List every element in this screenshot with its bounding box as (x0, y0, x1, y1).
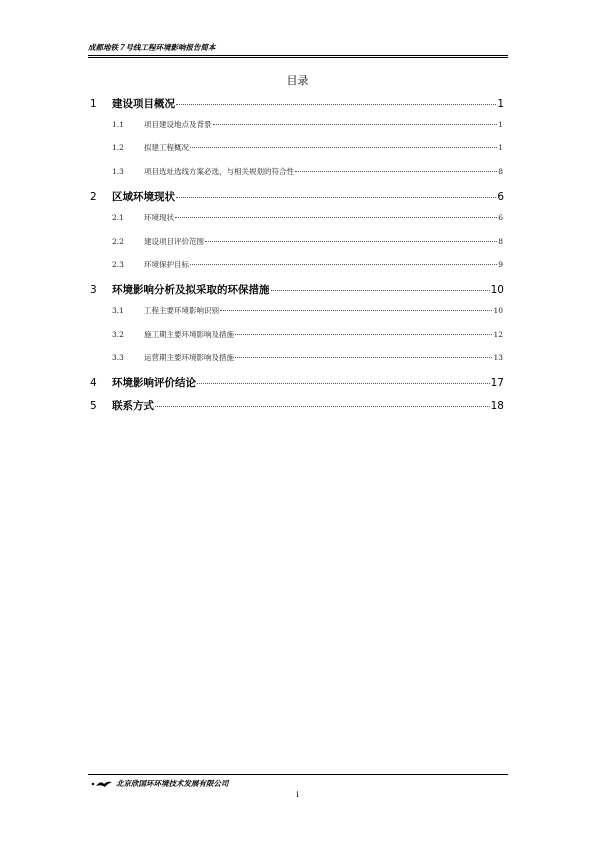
toc-entry[interactable] (90, 398, 504, 413)
toc-dot-leader (175, 216, 497, 218)
toc-entry-number: 5 (90, 400, 97, 412)
toc-entry-page: 8 (498, 167, 503, 176)
header-title: 成都地铁７号线工程环境影响报告简本 (88, 43, 216, 52)
toc-dot-leader (205, 240, 497, 242)
toc-dot-leader (176, 196, 496, 198)
toc-dot-leader (213, 123, 498, 125)
header-rule (88, 55, 508, 56)
toc-entry-number: 1.3 (112, 167, 124, 176)
toc-entry-page: 1 (497, 98, 504, 110)
toc-title: 目录 (286, 74, 309, 87)
toc-entry[interactable] (90, 96, 504, 111)
toc-entry[interactable] (112, 236, 503, 247)
toc-entry-label: 环境影响评价结论 (112, 377, 196, 389)
toc-entry-number: 1 (90, 98, 97, 110)
footer-company: 北京欣国环环境技术发展有限公司 (116, 779, 229, 788)
toc-entry[interactable] (112, 119, 503, 130)
toc-entry-page: 6 (498, 213, 503, 222)
toc-entry-page: 17 (490, 377, 504, 389)
page-header (88, 42, 508, 56)
toc-entry-number: 2.1 (112, 213, 124, 222)
toc-entry-page: 1 (498, 143, 503, 152)
toc-entry-number: 1.2 (112, 143, 124, 152)
toc-entry-number: 3.2 (112, 330, 124, 339)
toc-entry[interactable] (112, 329, 503, 340)
toc-entry-label: 运营期主要环境影响及措施 (144, 353, 234, 362)
toc-dot-leader (220, 309, 492, 311)
toc-entry-label: 拟建工程概况 (144, 143, 189, 152)
toc-entry-label: 区域环境现状 (112, 191, 175, 203)
toc-entry-label: 项目选址选线方案必选，与相关规划的符合性 (144, 167, 294, 176)
toc-entry[interactable] (90, 189, 504, 204)
toc-entry[interactable] (90, 282, 504, 297)
toc-entry[interactable] (90, 375, 504, 390)
toc-entry-number: 4 (90, 377, 97, 389)
toc-entry[interactable] (112, 259, 503, 270)
toc-entry[interactable] (112, 352, 503, 363)
toc-entry-page: 10 (493, 306, 503, 315)
toc-entry-number: 3.1 (112, 306, 124, 315)
toc-entry[interactable] (112, 142, 503, 153)
toc-entry-label: 环境保护目标 (144, 260, 189, 269)
page-number: i (296, 790, 299, 799)
toc-entry-number: 2.3 (112, 260, 124, 269)
toc-entry-number: 3.3 (112, 353, 124, 362)
bird-logo-icon (90, 778, 114, 790)
toc-entry-label: 建设项目概况 (112, 98, 175, 110)
toc-dot-leader (155, 405, 490, 407)
toc-entry[interactable] (112, 305, 503, 316)
toc-dot-leader (235, 333, 492, 335)
toc-entry-page: 6 (497, 191, 504, 203)
toc-entry-number: 2.2 (112, 237, 124, 246)
toc-entry-label: 工程主要环境影响识别 (144, 306, 219, 315)
toc-dot-leader (190, 146, 497, 148)
toc-entry-number: 3 (90, 284, 97, 296)
toc-dot-leader (271, 289, 490, 291)
toc-dot-leader (295, 170, 497, 172)
toc-entry-label: 环境影响分析及拟采取的环保措施 (112, 284, 270, 296)
toc-entry-label: 环境现状 (144, 213, 174, 222)
toc-entry-label: 项目建设地点及背景 (144, 120, 212, 129)
toc-entry-page: 13 (493, 353, 503, 362)
toc-entry[interactable] (112, 166, 503, 177)
toc-entry-label: 施工期主要环境影响及措施 (144, 330, 234, 339)
toc-dot-leader (176, 103, 496, 105)
toc-entry-page: 10 (490, 284, 504, 296)
header-rule-thin (88, 57, 508, 58)
toc-entry-page: 1 (498, 120, 503, 129)
toc-entry-number: 2 (90, 191, 97, 203)
toc-dot-leader (197, 382, 490, 384)
toc-dot-leader (190, 263, 497, 265)
toc-entry-number: 1.1 (112, 120, 124, 129)
toc-dot-leader (235, 356, 492, 358)
footer-rule (88, 774, 508, 775)
toc-entry-page: 12 (493, 330, 503, 339)
toc-entry-label: 联系方式 (112, 400, 154, 412)
toc-entry-page: 8 (498, 237, 503, 246)
toc-entry-page: 9 (498, 260, 503, 269)
toc-entry-page: 18 (490, 400, 504, 412)
toc-entry[interactable] (112, 212, 503, 223)
toc-entry-label: 建设项目评价范围 (144, 237, 204, 246)
